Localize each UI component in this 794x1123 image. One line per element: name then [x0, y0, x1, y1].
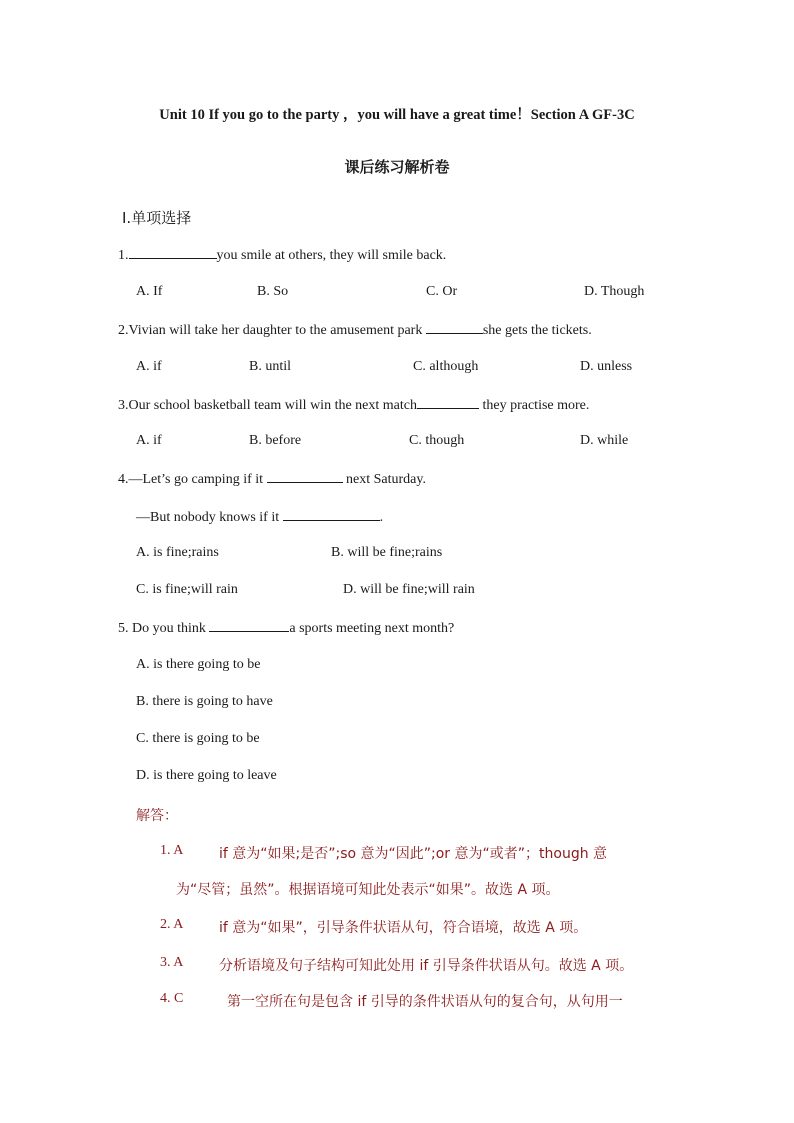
option-c: C. is fine;will rain [136, 582, 238, 597]
question-text: Do you think [132, 621, 210, 636]
answer-4-explanation: 第一空所在句是包含 if 引导的条件状语从句的复合句，从句用一 [227, 994, 623, 1010]
option-d: D. Though [584, 284, 645, 299]
question-text: you smile at others, they will smile back. [216, 248, 447, 263]
question-3 [118, 396, 589, 414]
document-subtitle: 课后练习解析卷 [344, 158, 450, 176]
option-a: A. is fine;rains [136, 545, 219, 560]
option-b: B. there is going to have [136, 694, 273, 709]
option-a: A. if [136, 433, 162, 448]
answer-1-explanation-cont: 为“尽管；虽然”。根据语境可知此处表示“如果”。故选 A 项。 [176, 882, 560, 898]
question-text: she gets the tickets. [482, 323, 592, 338]
option-a: A. If [136, 284, 163, 299]
option-d: D. while [580, 433, 629, 448]
option-a: A. if [136, 359, 162, 374]
answer-2-number: 2. A [160, 917, 184, 932]
option-d: D. unless [580, 359, 633, 374]
option-c: C. there is going to be [136, 731, 260, 746]
question-number: 4. [118, 472, 129, 487]
answer-blank [417, 396, 479, 409]
answer-blank [283, 508, 380, 521]
option-b: B. until [249, 359, 292, 374]
question-text: next Saturday. [342, 472, 426, 487]
option-b: B. So [257, 284, 289, 299]
question-4-line2 [136, 508, 383, 526]
question-text: they practise more. [478, 398, 590, 413]
option-d: D. will be fine;will rain [343, 582, 475, 597]
answer-1-number: 1. A [160, 843, 184, 858]
answer-blank [129, 246, 217, 259]
question-number: 5. [118, 621, 129, 636]
option-c: C. Or [426, 284, 458, 299]
answer-4-number: 4. C [160, 991, 184, 1006]
question-text: . [379, 510, 384, 525]
document-title: Unit 10 If you go to the party ，you will have a great time！Section A GF-3C [159, 107, 635, 123]
section-heading: Ⅰ.单项选择 [122, 209, 192, 227]
question-text: —Let’s go camping if it [128, 472, 267, 487]
question-1 [118, 246, 446, 264]
question-number: 3. [118, 398, 129, 413]
option-a: A. is there going to be [136, 657, 261, 672]
question-text: —But nobody knows if it [136, 510, 283, 525]
question-2 [118, 321, 592, 339]
question-number: 2. [118, 323, 129, 338]
answer-2-explanation: if 意为“如果”，引导条件状语从句，符合语境，故选 A 项。 [219, 920, 588, 936]
option-c: C. although [413, 359, 479, 374]
answer-3-explanation: 分析语境及句子结构可知此处用 if 引导条件状语从句。故选 A 项。 [219, 958, 634, 974]
question-4 [118, 470, 426, 488]
option-b: B. before [249, 433, 302, 448]
answer-blank [267, 470, 343, 483]
answer-blank [426, 321, 483, 334]
answer-1-explanation: if 意为“如果;是否”;so 意为“因此”;or 意为“或者”；though 意 [219, 846, 608, 862]
answer-3-number: 3. A [160, 955, 184, 970]
option-c: C. though [409, 433, 465, 448]
question-text: Our school basketball team will win the next match [128, 398, 417, 413]
question-text: a sports meeting next month? [289, 621, 455, 636]
question-number: 1. [118, 248, 129, 263]
question-5 [118, 619, 454, 637]
option-d: D. is there going to leave [136, 768, 277, 783]
answer-blank [209, 619, 289, 632]
option-b: B. will be fine;rains [331, 545, 443, 560]
question-text: Vivian will take her daughter to the amusement park [128, 323, 426, 338]
answer-heading: 解答： [136, 808, 178, 824]
